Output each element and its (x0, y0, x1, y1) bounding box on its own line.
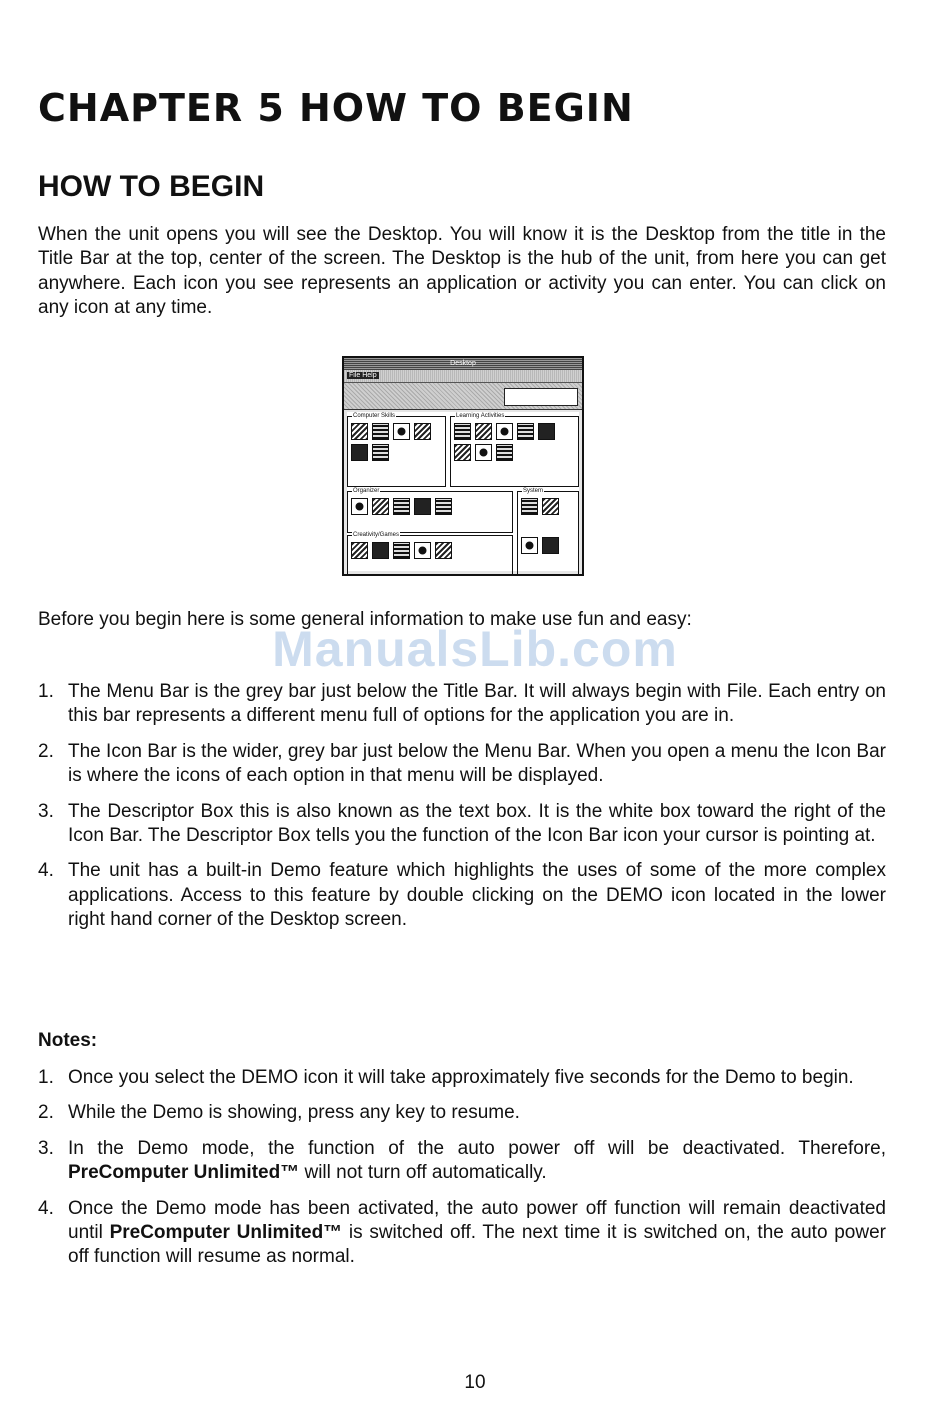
group-label: Computer Skills (353, 413, 396, 419)
item-number: 1. (38, 1067, 54, 1088)
list-item (38, 680, 886, 729)
item-text: Once the Demo mode has been activated, the auto power off function will remain deactivated until (68, 1197, 886, 1244)
group-label: Creativity/Games (353, 532, 400, 538)
app-icon (393, 498, 410, 515)
item-number: 4. (38, 1197, 54, 1219)
list-item (38, 859, 886, 932)
app-icon (414, 542, 431, 559)
item-text: The unit has a built-in Demo feature which highlights the uses of some of the more complex applications. Access to this feature by double clicking on the DEMO icon located in the lower right hand corner of the Desktop screen. (68, 860, 886, 931)
chapter-title: CHAPTER 5 HOW TO BEGIN (38, 86, 634, 130)
app-icon (475, 444, 492, 461)
app-icon (351, 498, 368, 515)
app-icon (351, 444, 368, 461)
list-item (38, 1197, 886, 1270)
group-system (517, 488, 579, 575)
app-icon (521, 498, 538, 515)
item-text: will not turn off automatically. (299, 1162, 547, 1184)
notes-heading: Notes: (38, 1030, 98, 1051)
list-item (38, 800, 886, 849)
app-icon (454, 423, 471, 440)
app-icon (454, 444, 471, 461)
app-icon (414, 423, 431, 440)
app-icon (414, 498, 431, 515)
list-item (38, 1101, 886, 1125)
app-icon (372, 423, 389, 440)
item-text: The Icon Bar is the wider, grey bar just below the Menu Bar. When you open a menu the Icon Bar is where the icons of each option in that menu will be displayed. (68, 740, 886, 787)
figure-descriptor-box (504, 388, 578, 406)
item-text: Once you select the DEMO icon it will take approximately five seconds for the Demo to begin. (68, 1067, 854, 1088)
app-icon (372, 498, 389, 515)
item-number: 1. (38, 681, 54, 702)
notes-list (38, 1066, 886, 1281)
item-text: The Menu Bar is the grey bar just below the Title Bar. It will always begin with File. Each entry on this bar represents a different menu full of options for the application you are in. (68, 681, 886, 727)
app-icon (372, 542, 389, 559)
item-number: 2. (38, 740, 54, 762)
group-computer-skills (347, 413, 446, 487)
group-creativity-games (347, 532, 513, 575)
figure-icon-bar (344, 383, 582, 410)
demo-icon (542, 537, 559, 554)
app-icon (435, 542, 452, 559)
app-icon (475, 423, 492, 440)
group-label: Learning Activities (456, 413, 505, 419)
figure-desktop-body (347, 412, 579, 571)
app-icon (372, 444, 389, 461)
item-text: While the Demo is showing, press any key to resume. (68, 1102, 520, 1124)
item-text: is switched off. The next time it is switched on, the auto power off function will resume as normal. (68, 1222, 886, 1268)
figure-title-bar: Desktop (344, 358, 582, 370)
product-name: PreComputer Unlimited™ (109, 1222, 343, 1244)
item-number: 3. (38, 1137, 54, 1159)
figure-menu-bar (344, 370, 582, 383)
app-icon (393, 423, 410, 440)
app-icon (521, 537, 538, 554)
app-icon (538, 423, 555, 440)
list-item (38, 1137, 886, 1186)
section-title: HOW TO BEGIN (38, 170, 265, 203)
app-icon (393, 542, 410, 559)
item-number: 4. (38, 860, 54, 882)
app-icon (351, 423, 368, 440)
page-number: 10 (464, 1372, 486, 1393)
item-number: 3. (38, 800, 54, 822)
app-icon (517, 423, 534, 440)
item-number: 2. (38, 1102, 54, 1124)
desktop-screenshot-figure (342, 356, 584, 576)
app-icon (351, 542, 368, 559)
figure-menu-label: File Help (349, 372, 377, 379)
intro-paragraph: When the unit opens you will see the Desktop. You will know it is the Desktop from the title in the Title Bar at the top, center of the screen. The Desktop is the hub of the unit, from here you can get anywhere. Each icon you see represents an application or activity you can enter. You can click on any icon at any time. (38, 224, 886, 319)
group-learning-activities (450, 413, 579, 487)
group-label: Organizer (353, 488, 380, 494)
steps-list (38, 680, 886, 944)
app-icon (496, 444, 513, 461)
item-text: The Descriptor Box this is also known as the text box. It is the white box toward the right of the Icon Bar. The Descriptor Box tells you the function of the Icon Bar icon your cursor is pointing at. (68, 800, 886, 847)
app-icon (496, 423, 513, 440)
app-icon (435, 498, 452, 515)
watermark: ManualsLib.com (272, 621, 678, 677)
group-label: System (523, 488, 544, 494)
app-icon (542, 498, 559, 515)
list-item (38, 1066, 886, 1090)
list-item (38, 740, 886, 789)
item-text: In the Demo mode, the function of the auto power off will be deactivated. Therefore, (68, 1137, 886, 1159)
before-paragraph: Before you begin here is some general information to make use fun and easy: (38, 609, 692, 630)
group-organizer (347, 488, 513, 533)
product-name: PreComputer Unlimited™ (68, 1162, 300, 1184)
